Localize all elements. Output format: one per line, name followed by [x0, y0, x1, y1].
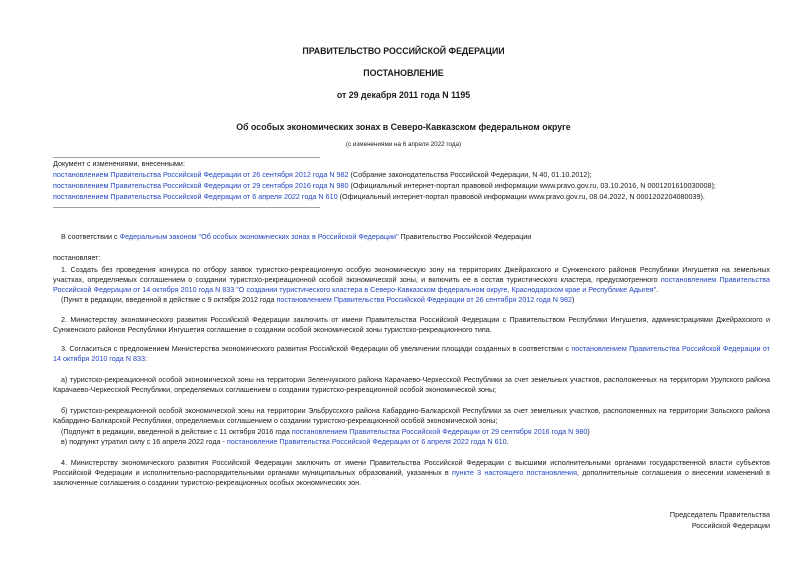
item-3b-note-text: (Подпункт в редакции, введенной в действие с 11 октября 2016 года — [61, 427, 292, 436]
amendment-link[interactable]: постановлением Правительства Российской Федерации от 26 сентября 2012 года N 982 — [53, 170, 349, 179]
item-1-link[interactable]: постановлением Правительства Российской Федерации от 14 октября 2010 года N 833 "О создании туристического кластера в Северо-Кавказском федеральном округе, Краснодарском крае и Республике Адыгея" — [53, 275, 770, 294]
signatory-organization: Российской Федерации — [691, 521, 770, 530]
item-1-note — [53, 295, 770, 305]
amendment-item — [53, 169, 770, 180]
preamble-text: В соответствии с — [61, 232, 120, 241]
item-1-paragraph — [53, 265, 770, 295]
item-4-text: 4. Министерству экономического развития Российской Федерации заключить от имени Правительства Российской Федерации с высшими исполнительными органами государственной власти субъектов Российской Федерации и исполнительно-распорядительными органами муниципальных образований, указанных в — [53, 458, 770, 477]
preamble-paragraph — [53, 232, 770, 242]
item-3c-text: в) подпункт утратил силу с 16 апреля 2022 года - — [61, 437, 227, 446]
item-1-note-text-end: ) — [571, 295, 575, 304]
item-1-note-text: (Пункт в редакции, введенной в действие с 9 октября 2012 года — [61, 295, 277, 304]
preamble-text-end: Правительство Российской Федерации — [398, 232, 532, 241]
amendment-link[interactable]: постановлением Правительства Российской Федерации от 29 сентября 2016 года N 980 — [53, 181, 349, 190]
issuing-authority: ПРАВИТЕЛЬСТВО РОССИЙСКОЙ ФЕДЕРАЦИИ — [302, 46, 505, 56]
item-1-note-link[interactable]: постановлением Правительства Российской Федерации от 26 сентября 2012 года N 982 — [276, 295, 572, 304]
document-body — [53, 232, 770, 531]
item-3-paragraph — [53, 344, 770, 364]
item-3a-paragraph: а) туристско-рекреационной особой экономической зоны на территории Зеленчукского района Карачаево-Черкесской Республики за счет земельных участков, расположенных на территории Урупского района Карачаево-Черкесской Республики, определяемых соглашением о создании туристско-рекреационной особой экономической зоны; — [53, 375, 770, 394]
item-4-paragraph — [53, 458, 770, 488]
item-3c-link[interactable]: постановление Правительства Российской Федерации от 6 апреля 2022 года N 610 — [226, 437, 507, 446]
item-3b-note-link[interactable]: постановлением Правительства Российской Федерации от 29 сентября 2016 года N 980 — [291, 427, 588, 436]
amendment-source: (Официальный интернет-портал правовой информации www.pravo.gov.ru, 03.10.2016, N 0001201610030008); — [348, 181, 716, 190]
item-1-text-end: . — [656, 285, 659, 294]
amendments-intro: Документ с изменениями, внесенными: — [53, 159, 185, 168]
amendment-source: (Собрание законодательства Российской Федерации, N 40, 01.10.2012); — [348, 170, 592, 179]
item-2-paragraph: 2. Министерству экономического развития Российской Федерации заключить от имени Правительства Российской Федерации с Правительством Республики Ингушетия, администрациями Джейрахского и Сунженского районов Республики Ингушетия соглашение о создании особой экономической зоны туристско-рекреационного типа. — [53, 315, 770, 334]
document-title: Об особых экономических зонах в Северо-Кавказском федеральном округе — [236, 122, 571, 132]
item-3-text: 3. Согласиться с предложением Министерства экономического развития Российской Федерации об увеличении площади созданных в соответствии с — [61, 344, 572, 353]
decree-word: постановляет: — [53, 253, 101, 262]
item-3c-text-end: . — [506, 437, 509, 446]
item-3b-note — [53, 427, 770, 437]
amendment-source: (Официальный интернет-портал правовой информации www.pravo.gov.ru, 08.04.2022, N 0001202204080039). — [337, 192, 705, 201]
amendment-link[interactable]: постановлением Правительства Российской Федерации от 6 апреля 2022 года N 610 — [53, 192, 338, 201]
divider-bottom — [53, 207, 320, 208]
amendment-item — [53, 191, 770, 202]
amendment-item — [53, 180, 770, 191]
amendments-block — [53, 158, 770, 202]
item-4-text-end: , дополнительные соглашения о внесении изменений в заключенные соглашения о создании туристско-рекреационных особых экономических зон. — [53, 468, 770, 487]
revision-note: (с изменениями на 6 апреля 2022 года) — [345, 141, 462, 148]
item-3b-note-text-end: ) — [587, 427, 590, 436]
document-date-number: от 29 декабря 2011 года N 1195 — [336, 90, 471, 100]
item-3-text-end: : — [144, 354, 147, 363]
item-1-text: 1. Создать без проведения конкурса по отбору заявок туристско-рекреационную особую экономическую зону на территориях Джейрахского и Сунженского районов Республики Ингушетия на земельных участках, определяемых соглашением о создании туристско-рекреационной особой экономической зоны, и включить ее в состав туристического кластера, предусмотренного — [53, 265, 770, 284]
signatory-position: Председатель Правительства — [669, 510, 770, 519]
item-4-link[interactable]: пункте 3 настоящего постановления — [451, 468, 577, 477]
federal-law-link[interactable]: Федеральным законом "Об особых экономических зонах в Российской Федерации" — [119, 232, 399, 241]
item-3b-paragraph: б) туристско-рекреационной особой экономической зоны на территории Эльбрусского района Кабардино-Балкарской Республики за счет земельных участков, расположенных на территории Зольского района Кабардино-Балкарской Республики, определяемых соглашением о создании туристско-рекреационной особой экономической зоны; — [53, 406, 770, 425]
item-3-link[interactable]: постановлением Правительства Российской Федерации от 14 октября 2010 года N 833 — [53, 344, 770, 363]
signature-block — [53, 509, 770, 531]
document-type: ПОСТАНОВЛЕНИЕ — [363, 68, 444, 78]
item-3c-paragraph — [53, 437, 770, 447]
